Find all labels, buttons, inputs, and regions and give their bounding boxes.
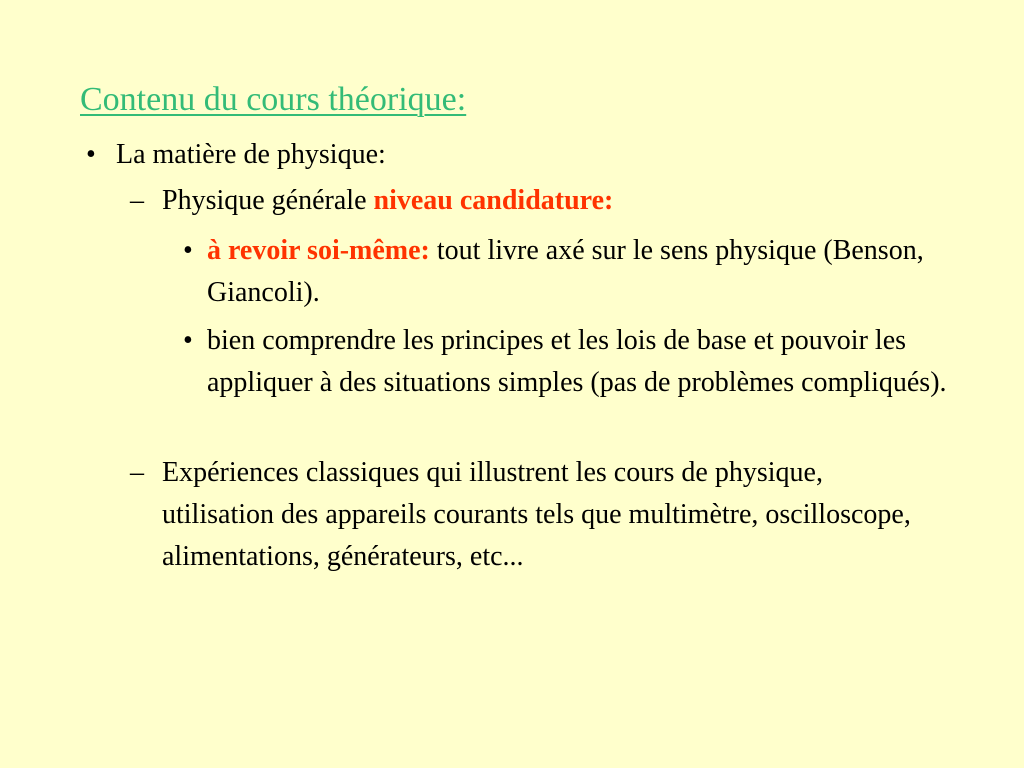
bullet-dot-icon: •	[183, 325, 193, 356]
bullet-dash-icon: –	[130, 457, 144, 488]
bullet-item-physics-matter	[86, 134, 976, 176]
bullet-dash-icon: –	[130, 185, 144, 216]
item-text: bien comprendre les principes et les lois de base et pouvoir les appliquer à des situations simples (pas de problèmes compliqués).	[207, 325, 947, 398]
item-text: tout livre axé sur le sens physique (Benson, Giancoli).	[207, 235, 924, 308]
subitem-classic-experiments	[130, 452, 922, 578]
item-text: Physique générale	[162, 185, 374, 216]
bullet-dot-icon: •	[183, 235, 193, 266]
subsubitem-understand-principles	[183, 320, 967, 404]
item-emphasis: niveau candidature:	[373, 185, 614, 216]
bullet-dot-icon: •	[86, 139, 96, 170]
slide-title: Contenu du cours théorique:	[80, 81, 467, 118]
item-text: Expériences classiques qui illustrent les cours de physique, utilisation des appareils courants tels que multimètre, oscilloscope, alimentations, générateurs, etc...	[162, 457, 911, 572]
subitem-general-physics	[130, 180, 992, 222]
subsubitem-self-review	[183, 230, 967, 314]
item-text: La matière de physique:	[116, 139, 386, 170]
item-emphasis: à revoir soi-même:	[207, 235, 430, 266]
